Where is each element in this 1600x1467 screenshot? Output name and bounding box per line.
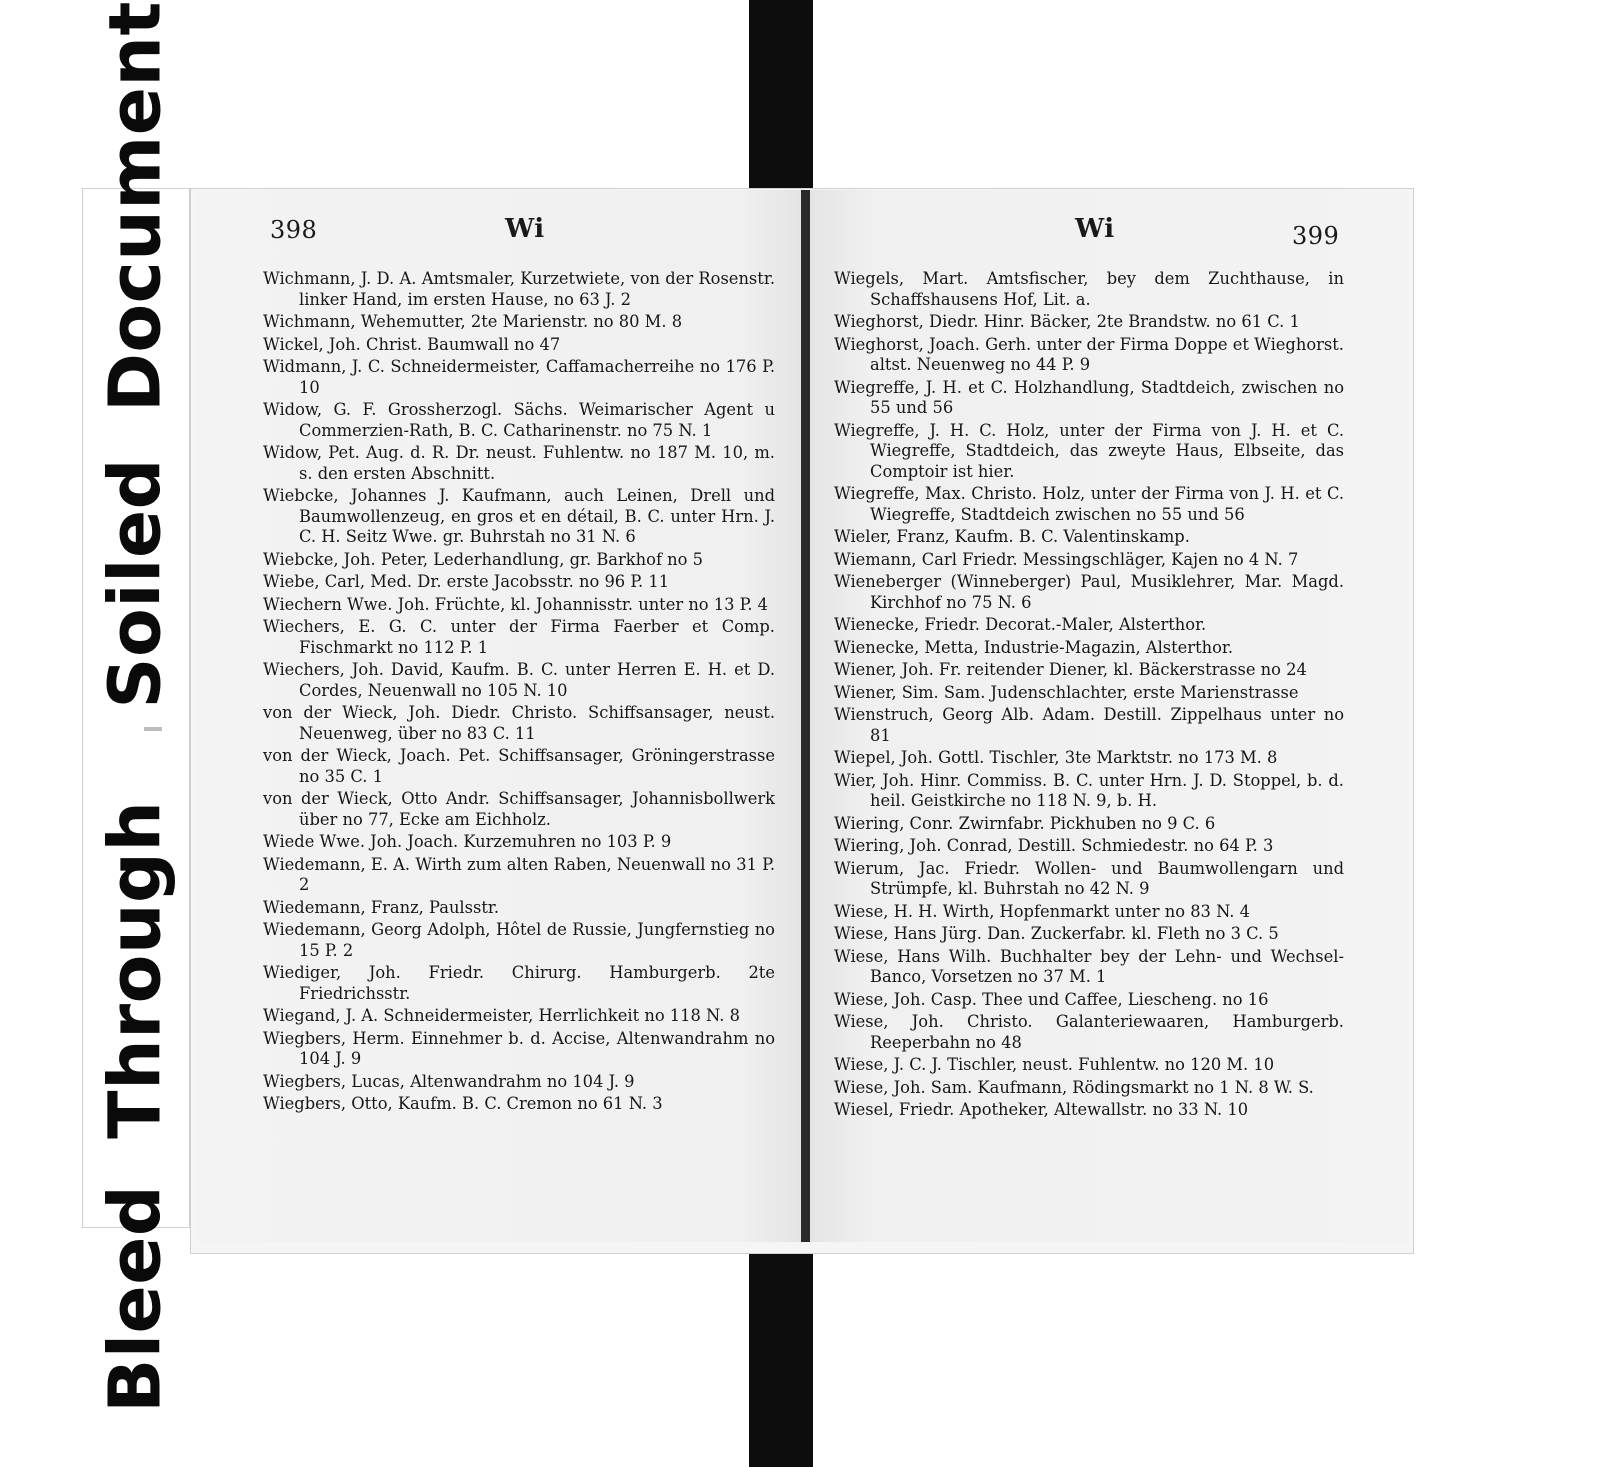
directory-entry: Wiener, Joh. Fr. reitender Diener, kl. Bäckerstrasse no 24 [834,660,1307,679]
directory-entry: Widow, G. F. Grossherzogl. Sächs. Weimarischer Agent u Commerzien-Rath, B. C. Catharinenstr. no 75 N. 1 [263,400,775,440]
directory-entry: Wiese, H. H. Wirth, Hopfenmarkt unter no 83 N. 4 [834,901,1251,921]
directory-entry: Wieneberger (Winneberger) Paul, Musiklehrer, Mar. Magd. Kirchhof no 75 N. 6 [834,572,1344,612]
directory-entry: von der Wieck, Otto Andr. Schiffsansager, Johannisbollwerk über no 77, Ecke am Eichholz. [263,789,775,829]
directory-entry: Wiebcke, Joh. Peter, Lederhandlung, gr. Barkhof no 5 [263,549,703,569]
label-word-bleed: Bleed [93,1184,177,1413]
running-head: Wi [1075,214,1115,244]
directory-entry: Wierum, Jac. Friedr. Wollen- und Baumwollengarn und Strümpfe, kl. Buhrstah no 42 N. 9 [834,858,1344,898]
directory-entry: Wiegand, J. A. Schneidermeister, Herrlichkeit no 118 N. 8 [263,1006,740,1025]
directory-entry: Wiener, Sim. Sam. Judenschlachter, erste Marienstrasse [834,682,1299,702]
directory-entry: Wichmann, J. D. A. Amtsmaler, Kurzetwiete, von der Rosenstr. linker Hand, im ersten Hause, no 63 J. 2 [263,269,775,309]
directory-entry: Wiese, Joh. Casp. Thee und Caffee, Liescheng. no 16 [834,989,1269,1009]
directory-entry: Wiese, Hans Jürg. Dan. Zuckerfabr. kl. Fleth no 3 C. 5 [834,924,1279,943]
directory-entry: Wiebe, Carl, Med. Dr. erste Jacobsstr. no 96 P. 11 [263,572,670,591]
directory-entry: Wiering, Conr. Zwirnfabr. Pickhuben no 9 C. 6 [834,813,1216,833]
directory-entry: Wiedemann, Franz, Paulsstr. [263,897,500,917]
directory-entry: Wiese, Hans Wilh. Buchhalter bey der Lehn- und Wechsel-Banco, Vorsetzen no 37 M. 1 [834,946,1344,986]
directory-entry: von der Wieck, Joach. Pet. Schiffsansager, Gröningerstrasse no 35 C. 1 [263,746,775,786]
directory-entry: Wiediger, Joh. Friedr. Chirurg. Hamburgerb. 2te Friedrichsstr. [263,963,775,1003]
book-gutter [801,190,810,1242]
directory-entry: Widow, Pet. Aug. d. R. Dr. neust. Fuhlentw. no 187 M. 10, m. s. den ersten Abschnitt. [263,443,775,483]
directory-entry: Wiechers, E. G. C. unter der Firma Faerber et Comp. Fischmarkt no 112 P. 1 [263,617,775,657]
left-page [197,190,801,1242]
directory-entry: Wiegels, Mart. Amtsfischer, bey dem Zuchthause, in Schaffshausens Hof, Lit. a. [834,269,1344,309]
label-word-soiled: Soiled [93,458,177,709]
label-word-through: Through [93,800,177,1139]
directory-entry: Wier, Joh. Hinr. Commiss. B. C. unter Hrn. J. D. Stoppel, b. d. heil. Geistkirche no 118 N. 9, b. H. [834,770,1344,810]
directory-entry: Widmann, J. C. Schneidermeister, Caffamacherreihe no 176 P. 10 [263,357,775,397]
directory-entry: Wichmann, Wehemutter, 2te Marienstr. no 80 M. 8 [263,312,683,331]
directory-entry: Wiegreffe, J. H. C. Holz, unter der Firma von J. H. et C. Wiegreffe, Stadtdeich, das zweyte Haus, Elbseite, das Comptoir ist hier. [834,420,1344,481]
directory-entry: Wiede Wwe. Joh. Joach. Kurzemuhren no 103 P. 9 [263,832,672,851]
directory-entry: Wiese, Joh. Sam. Kaufmann, Rödingsmarkt no 1 N. 8 W. S. [834,1077,1314,1097]
directory-entry: Wiegbers, Herm. Einnehmer b. d. Accise, Altenwandrahm no 104 J. 9 [263,1028,775,1068]
directory-entry: Wiegreffe, Max. Christo. Holz, unter der Firma von J. H. et C. Wiegreffe, Stadtdeich zwischen no 55 und 56 [834,484,1344,524]
directory-entry: Wiebcke, Johannes J. Kaufmann, auch Leinen, Drell und Baumwollenzeug, en gros et en détail, B. C. unter Hrn. J. C. H. Seitz Wwe. gr. Buhrstah no 31 N. 6 [263,486,775,546]
directory-entry: Wiechern Wwe. Joh. Früchte, kl. Johannisstr. unter no 13 P. 4 [263,594,769,614]
directory-entry: Wienecke, Metta, Industrie-Magazin, Alsterthor. [834,637,1234,657]
directory-entry: Wiegreffe, J. H. et C. Holzhandlung, Stadtdeich, zwischen no 55 und 56 [834,377,1344,417]
directory-entry: Wienstruch, Georg Alb. Adam. Destill. Zippelhaus unter no 81 [834,705,1344,745]
directory-entry: Wienecke, Friedr. Decorat.-Maler, Alsterthor. [834,615,1207,634]
page-number: 399 [1292,222,1340,250]
directory-entry: Wiedemann, Georg Adolph, Hôtel de Russie, Jungfernstieg no 15 P. 2 [263,920,775,960]
directory-entry: Wiering, Joh. Conrad, Destill. Schmiedestr. no 64 P. 3 [834,836,1274,855]
directory-entries [834,269,1344,1123]
directory-entry: Wiepel, Joh. Gottl. Tischler, 3te Marktstr. no 173 M. 8 [834,748,1278,767]
label-word-document: Document [93,1,177,413]
directory-entry: Wieler, Franz, Kaufm. B. C. Valentinskamp. [834,527,1190,546]
directory-entry: Wiese, J. C. J. Tischler, neust. Fuhlentw. no 120 M. 10 [834,1055,1275,1074]
binding-strip-bottom [749,1245,813,1467]
directory-entry: Wiemann, Carl Friedr. Messingschläger, Kajen no 4 N. 7 [834,549,1299,569]
document-label [94,1,177,1413]
directory-entry: Wiesel, Friedr. Apotheker, Altewallstr. no 33 N. 10 [834,1100,1249,1119]
directory-entry: Wiegbers, Lucas, Altenwandrahm no 104 J. 9 [263,1071,635,1091]
label-separator [144,727,162,731]
binding-strip-top [749,0,813,190]
directory-entry: Wiese, Joh. Christo. Galanteriewaaren, Hamburgerb. Reeperbahn no 48 [834,1012,1344,1052]
directory-entry: von der Wieck, Joh. Diedr. Christo. Schiffsansager, neust. Neuenweg, über no 83 C. 11 [263,703,775,743]
running-head: Wi [505,214,545,244]
directory-entry: Wiechers, Joh. David, Kaufm. B. C. unter Herren E. H. et D. Cordes, Neuenwall no 105 N. 10 [263,660,775,700]
page-number: 398 [270,216,318,244]
right-page [810,190,1408,1242]
directory-entry: Wiegbers, Otto, Kaufm. B. C. Cremon no 61 N. 3 [263,1094,663,1113]
directory-entry: Wickel, Joh. Christ. Baumwall no 47 [263,334,561,354]
directory-entry: Wiedemann, E. A. Wirth zum alten Raben, Neuenwall no 31 P. 2 [263,854,775,894]
directory-entry: Wieghorst, Joach. Gerh. unter der Firma Doppe et Wieghorst. altst. Neuenweg no 44 P. 9 [834,334,1344,374]
directory-entries [263,269,775,1117]
directory-entry: Wieghorst, Diedr. Hinr. Bäcker, 2te Brandstw. no 61 C. 1 [834,312,1300,331]
